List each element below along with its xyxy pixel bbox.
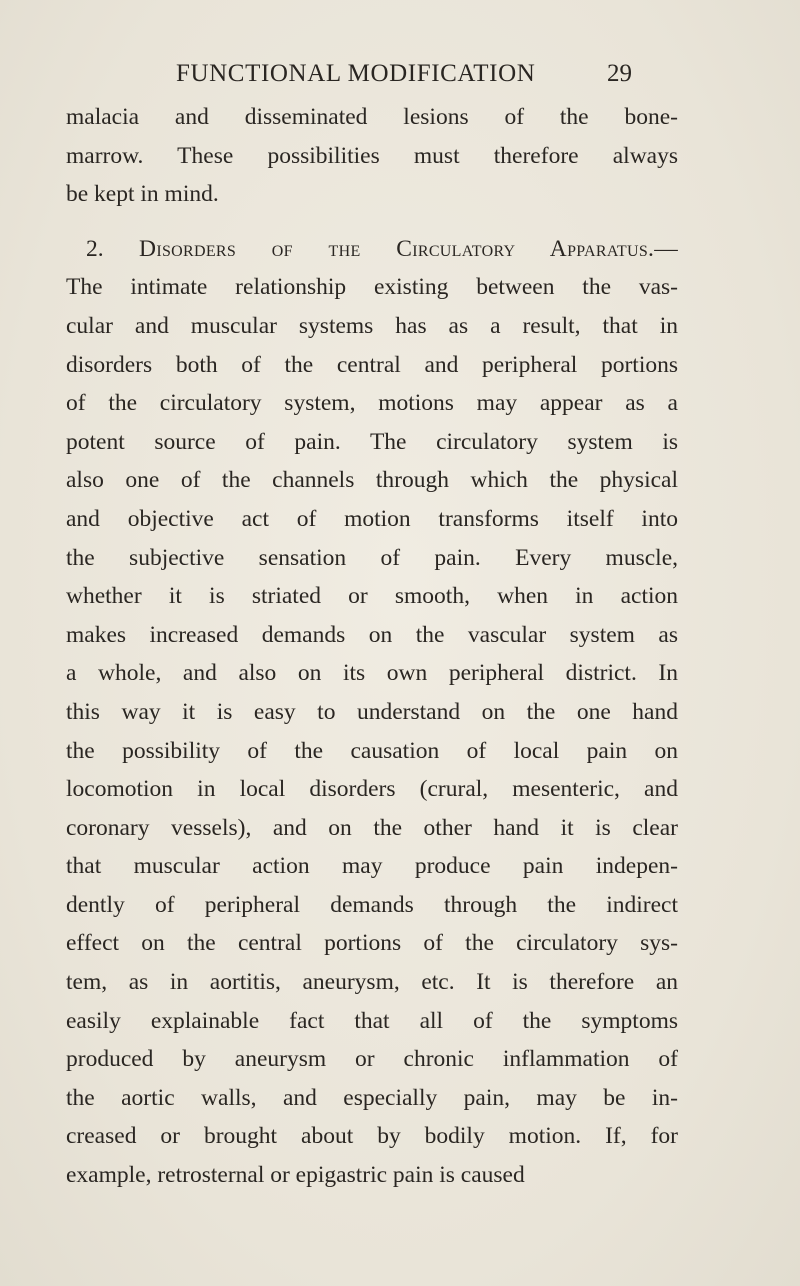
body-text xyxy=(66,98,678,1195)
text-line: the subjective sensation of pain. Every muscle, xyxy=(66,544,678,571)
text-line: and objective act of motion transforms itself into xyxy=(66,505,678,532)
text-line: also one of the channels through which the physical xyxy=(66,467,678,494)
text-line: the possibility of the causation of local pain on xyxy=(66,737,678,764)
section-heading: Disorders of the Circulatory Apparatus.— xyxy=(139,235,679,262)
running-head-title: FUNCTIONAL MODIFICATION xyxy=(176,60,536,87)
text-line: be kept in mind. xyxy=(66,181,219,208)
text-line: example, retrosternal or epigastric pain is caused xyxy=(66,1162,525,1189)
text-line: effect on the central portions of the circulatory sys- xyxy=(66,930,678,957)
text-line: produced by aneurysm or chronic inflammation of xyxy=(66,1046,678,1073)
paragraph-spacer xyxy=(66,214,678,230)
page-number: 29 xyxy=(607,60,632,87)
section-number: 2. xyxy=(86,235,104,262)
text-line: dently of peripheral demands through the indirect xyxy=(66,891,678,918)
text-line: the aortic walls, and especially pain, may be in- xyxy=(66,1084,678,1111)
text-line: of the circulatory system, motions may appear as a xyxy=(66,390,678,417)
text-line: creased or brought about by bodily motion. If, for xyxy=(66,1123,678,1150)
text-line: a whole, and also on its own peripheral district. In xyxy=(66,660,678,687)
section-heading-line xyxy=(66,230,678,269)
text-line: locomotion in local disorders (crural, mesenteric, and xyxy=(66,776,678,803)
paragraph-2 xyxy=(66,230,678,1195)
text-line: marrow. These possibilities must therefore always xyxy=(66,142,678,169)
text-line: disorders both of the central and peripheral portions xyxy=(66,351,678,378)
text-line: malacia and disseminated lesions of the bone- xyxy=(66,104,678,130)
running-head xyxy=(0,58,800,98)
text-line: The intimate relationship existing between the vas- xyxy=(66,274,678,301)
text-line: potent source of pain. The circulatory system is xyxy=(66,428,678,455)
text-line: cular and muscular systems has as a result, that in xyxy=(66,312,678,339)
text-line: tem, as in aortitis, aneurysm, etc. It is therefore an xyxy=(66,969,678,996)
text-line: this way it is easy to understand on the one hand xyxy=(66,698,678,725)
text-line: that muscular action may produce pain indepen- xyxy=(66,853,678,880)
text-line: makes increased demands on the vascular system as xyxy=(66,621,678,648)
paragraph-1 xyxy=(66,98,678,214)
text-line: easily explainable fact that all of the symptoms xyxy=(66,1007,678,1034)
text-line: whether it is striated or smooth, when in action xyxy=(66,583,678,610)
text-line: coronary vessels), and on the other hand it is clear xyxy=(66,814,678,841)
